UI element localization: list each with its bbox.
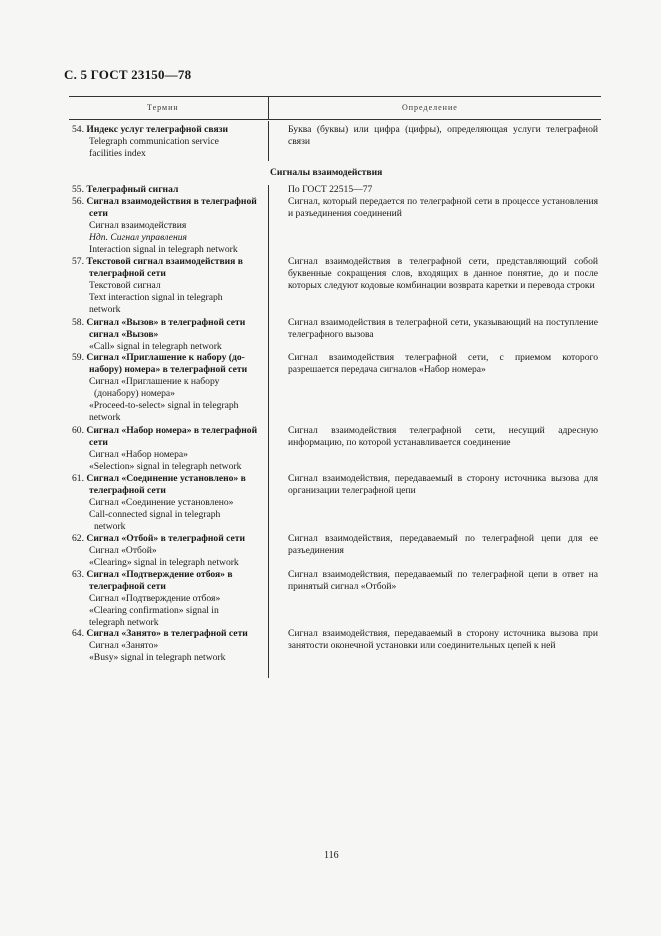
definition-61: Сигнал взаимодействия, передаваемый в сторону источника вызова для организации телеграфной цепи [288,473,598,496]
definition-59: Сигнал взаимодействия телеграфной сети, с приемом которого разрешается передача сигналов «Набор номера» [288,352,598,375]
term-entry-56: 56. Сигнал взаимодействия в телеграфной сети Сигнал взаимодействия Ндп. Сигнал управления Interaction signal in telegraph network [72,196,257,255]
term-entry-62: 62. Сигнал «Отбой» в телеграфной сети Сигнал «Отбой» «Clearing» signal in telegraph network [72,533,246,568]
page-number: 116 [324,850,339,861]
definition-55: По ГОСТ 22515—77 [288,184,373,195]
term-entry-64: 64. Сигнал «Занято» в телеграфной сети Сигнал «Занято» «Busy» signal in telegraph network [72,628,248,663]
term-entry-57: 57. Текстовой сигнал взаимодействия в телеграфной сети Текстовой сигнал Text interaction signal in telegraph network [72,256,243,315]
definition-63: Сигнал взаимодействия, передаваемый по телеграфной цепи в ответ на принятый сигнал «Отбой» [288,569,598,592]
column-header-definition: Определение [402,103,458,112]
term-entry-61: 61. Сигнал «Соединение установлено» в телеграфной сети Сигнал «Соединение установлено» Call-connected signal in telegraph network [72,473,246,532]
definition-54: Буква (буквы) или цифра (цифры), определяющая услуги телеграфной связи [288,124,598,147]
page-header: С. 5 ГОСТ 23150—78 [64,67,192,82]
term-entry-60: 60. Сигнал «Набор номера» в телеграфной сети Сигнал «Набор номера» «Selection» signal in telegraph network [72,425,258,472]
header-column-divider [268,96,269,119]
term-entry-63: 63. Сигнал «Подтверждение отбоя» в телеграфной сети Сигнал «Подтверждение отбоя» «Clearing confirmation» signal in telegraph network [72,569,233,628]
definition-60: Сигнал взаимодействия телеграфной сети, несущий адресную информацию, по которой устанавливается соединение [288,425,598,448]
definition-64: Сигнал взаимодействия, передаваемый в сторону источника вызова при занятости оконечной установки или соединительных цепей к ней [288,628,598,651]
table-header-rule [69,119,601,120]
column-divider-main [268,185,269,678]
column-header-term: Термин [147,103,179,112]
definition-57: Сигнал взаимодействия в телеграфной сети, представляющий собой буквенные сокращения слов, входящих в данное понятие, до и после которых следуют кодовые комбинации возврата каретки и перевода строки [288,256,598,291]
definition-62: Сигнал взаимодействия, передаваемый по телеграфной цепи для ее разъединения [288,533,598,556]
column-divider-54 [268,121,269,161]
definition-56: Сигнал, который передается по телеграфной сети в процессе установления и разъединения соединений [288,196,598,219]
table-top-rule [69,96,601,97]
term-entry-55: 55. Телеграфный сигнал [72,184,179,195]
term-entry-54: 54. Индекс услуг телеграфной связи Telegraph communication service facilities index [72,124,229,159]
section-title: Сигналы взаимодействия [270,167,383,178]
term-entry-59: 59. Сигнал «Приглашение к набору (до- набору) номера» в телеграфной сети Сигнал «Приглашение к набору (донабору) номера» «Proceed-to-select» signal in telegraph network [72,352,248,423]
term-entry-58: 58. Сигнал «Вызов» в телеграфной сети сигнал «Вызов» «Call» signal in telegraph network [72,317,246,352]
definition-58: Сигнал взаимодействия в телеграфной сети, указывающий на поступление телеграфного вызова [288,317,598,340]
